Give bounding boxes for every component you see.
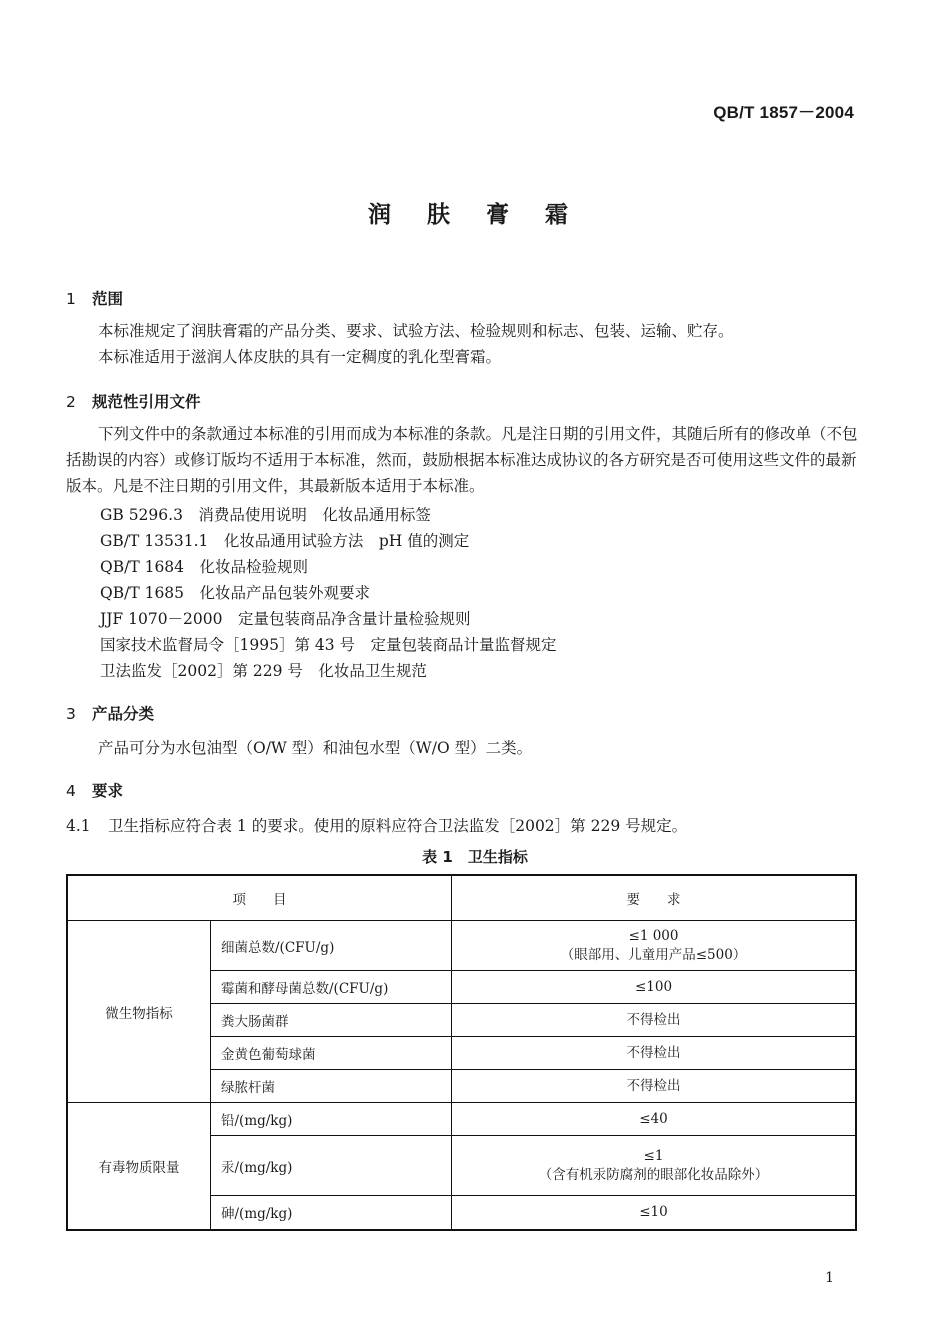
requirement-note: （含有机汞防腐剂的眼部化妆品除外） bbox=[538, 1166, 769, 1183]
reference-item: QB/T 1685 化妆品产品包装外观要求 bbox=[100, 584, 371, 602]
section-title: 要求 bbox=[92, 782, 124, 800]
requirement-value: ≤1 bbox=[643, 1147, 664, 1164]
header-item: 项 目 bbox=[67, 875, 452, 921]
reference-item: 国家技术监督局令［1995］第 43 号 定量包装商品计量监督规定 bbox=[100, 636, 557, 654]
section-4-heading bbox=[66, 779, 123, 801]
item-cell: 粪大肠菌群 bbox=[211, 1004, 452, 1037]
reference-item: GB 5296.3 消费品使用说明 化妆品通用标签 bbox=[100, 506, 431, 524]
requirement-cell bbox=[452, 921, 857, 971]
requirement-cell: ≤40 bbox=[452, 1103, 857, 1136]
reference-item: QB/T 1684 化妆品检验规则 bbox=[100, 558, 309, 576]
section-title: 范围 bbox=[92, 290, 124, 308]
section-number: 3 bbox=[66, 705, 76, 723]
table-header-row bbox=[67, 875, 856, 921]
clause-4-1 bbox=[66, 813, 858, 839]
table-row bbox=[67, 921, 856, 971]
table-row bbox=[67, 1103, 856, 1136]
reference-item: GB/T 13531.1 化妆品通用试验方法 pH 值的测定 bbox=[100, 532, 470, 550]
item-cell: 绿脓杆菌 bbox=[211, 1070, 452, 1103]
requirement-cell: ≤100 bbox=[452, 971, 857, 1004]
table-caption: 表 1 卫生指标 bbox=[422, 848, 528, 866]
requirement-cell: 不得检出 bbox=[452, 1037, 857, 1070]
item-cell: 汞/(mg/kg) bbox=[211, 1136, 452, 1196]
requirement-note: （眼部用、儿童用产品≤500） bbox=[560, 946, 747, 963]
reference-item: 卫法监发［2002］第 229 号 化妆品卫生规范 bbox=[100, 662, 427, 680]
requirement-cell: ≤10 bbox=[452, 1196, 857, 1230]
section-number: 2 bbox=[66, 393, 76, 411]
paragraph: 产品可分为水包油型（O/W 型）和油包水型（W/O 型）二类。 bbox=[98, 739, 533, 757]
item-cell: 细菌总数/(CFU/g) bbox=[211, 921, 452, 971]
paragraph: 本标准适用于滋润人体皮肤的具有一定稠度的乳化型膏霜。 bbox=[98, 348, 502, 366]
section-3-heading bbox=[66, 702, 154, 724]
item-cell: 铅/(mg/kg) bbox=[211, 1103, 452, 1136]
category-cell: 有毒物质限量 bbox=[67, 1103, 211, 1230]
requirement-cell bbox=[452, 1136, 857, 1196]
item-cell: 砷/(mg/kg) bbox=[211, 1196, 452, 1230]
paragraph: 下列文件中的条款通过本标准的引用而成为本标准的条款。凡是注日期的引用文件，其随后所有的修改单（不包括勘误的内容）或修订版均不适用于本标准，然而，鼓励根据本标准达成协议的各方研究是否可使用这些文件的最新版本。凡是不注日期的引用文件，其最新版本适用于本标准。 bbox=[66, 425, 858, 495]
requirement-cell: 不得检出 bbox=[452, 1004, 857, 1037]
hygiene-index-table bbox=[66, 874, 857, 1231]
header-requirement: 要 求 bbox=[452, 875, 857, 921]
category-cell: 微生物指标 bbox=[67, 921, 211, 1103]
item-cell: 金黄色葡萄球菌 bbox=[211, 1037, 452, 1070]
requirement-value: ≤1 000 bbox=[628, 927, 679, 944]
requirement-cell: 不得检出 bbox=[452, 1070, 857, 1103]
section-title: 规范性引用文件 bbox=[92, 393, 201, 411]
clause-text: 卫生指标应符合表 1 的要求。使用的原料应符合卫法监发［2002］第 229 号规定。 bbox=[108, 817, 688, 835]
document-title: 润 肤 膏 霜 bbox=[367, 202, 583, 228]
clause-number: 4.1 bbox=[66, 817, 91, 835]
section-title: 产品分类 bbox=[92, 705, 155, 723]
reference-item: JJF 1070－2000 定量包装商品净含量计量检验规则 bbox=[100, 610, 471, 628]
section-number: 1 bbox=[66, 290, 76, 308]
section-2-heading bbox=[66, 390, 201, 412]
section-number: 4 bbox=[66, 782, 76, 800]
standard-code: QB/T 1857－2004 bbox=[713, 103, 854, 122]
item-cell: 霉菌和酵母菌总数/(CFU/g) bbox=[211, 971, 452, 1004]
page-number: 1 bbox=[825, 1270, 834, 1286]
paragraph: 本标准规定了润肤膏霜的产品分类、要求、试验方法、检验规则和标志、包装、运输、贮存。 bbox=[98, 322, 734, 340]
section-1-heading bbox=[66, 287, 123, 309]
